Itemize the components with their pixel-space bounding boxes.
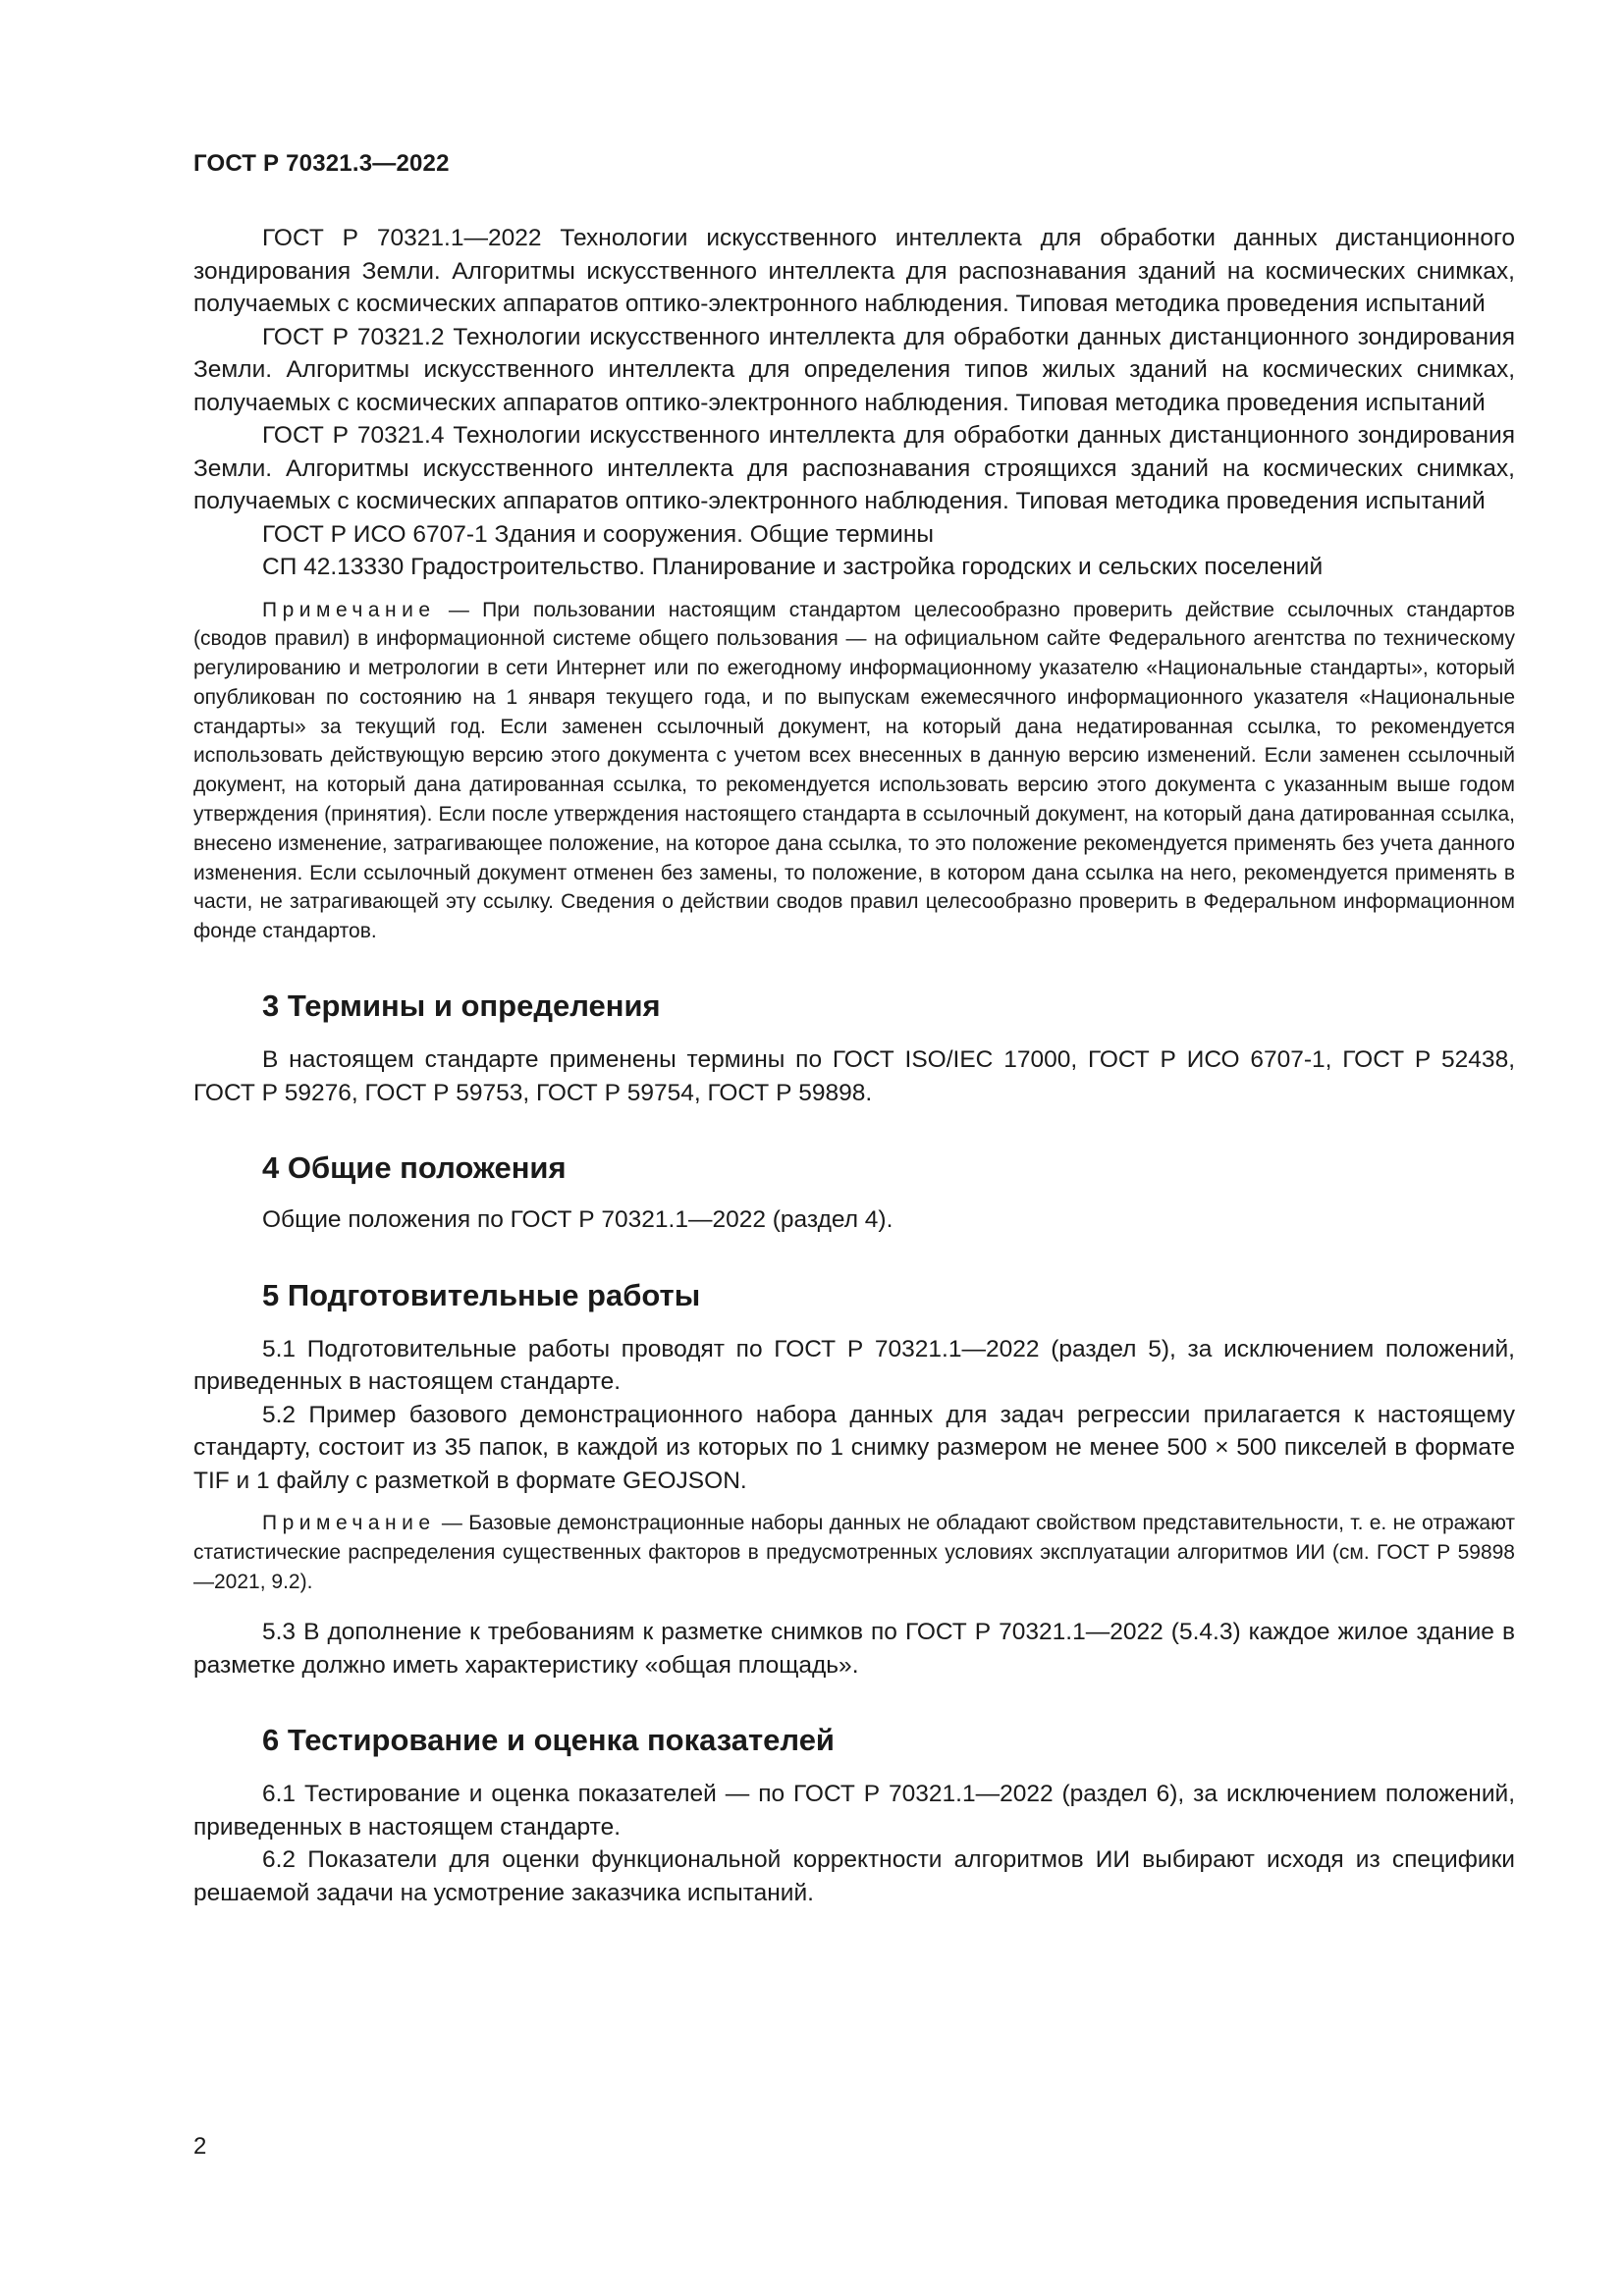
section-5-note [193,1509,1515,1596]
page-number: 2 [193,2133,207,2160]
reference-item: ГОСТ Р 70321.4 Технологии искусственного интеллекта для обработки данных дистанционного зондирования Земли. Алгоритмы искусственного интеллекта для распознавания строящихся зданий на космических снимках, получаемых с космических аппаратов оптико-электронного наблюдения. Типовая методика проведения испытаний [193,422,1515,514]
note-label: Примечание [262,598,436,621]
reference-item: СП 42.13330 Градостроительство. Планирование и застройка городских и сельских поселений [262,554,1324,580]
clause-5-3: 5.3 В дополнение к требованиям к разметке снимков по ГОСТ Р 70321.1—2022 (5.4.3) каждое жилое здание в разметке должно иметь характеристику «общая площадь». [193,1619,1515,1679]
running-header: ГОСТ Р 70321.3—2022 [193,150,450,177]
normative-references-list [193,222,1515,584]
reference-item: ГОСТ Р 70321.2 Технологии искусственного интеллекта для обработки данных дистанционного зондирования Земли. Алгоритмы искусственного интеллекта для определения типов жилых зданий на космических снимках, получаемых с космических аппаратов оптико-электронного наблюдения. Типовая методика проведения испытаний [193,323,1515,416]
note-text: — Базовые демонстрационные наборы данных не обладают свойством представительности, т. е. не отражают статистические распределения существенных факторов в предусмотренных условиях эксплуатации алгоритмов ИИ (см. ГОСТ Р 59898—2021, 9.2). [193,1512,1515,1593]
section-4-title: 4 Общие положения [262,1150,567,1186]
clause-6-1: 6.1 Тестирование и оценка показателей — по ГОСТ Р 70321.1—2022 (раздел 6), за исключением положений, приведенных в настоящем стандарте. [193,1781,1515,1841]
section-4-text: Общие положения по ГОСТ Р 70321.1—2022 (раздел 4). [262,1206,893,1234]
clause-5-2: 5.2 Пример базового демонстрационного набора данных для задач регрессии прилагается к настоящему стандарту, состоит из 35 папок, в каждой из которых по 1 снимку размером не менее 500 × 500 пикселей в формате TIF и 1 файлу с разметкой в формате GEOJSON. [193,1401,1515,1494]
page-content [193,222,1515,1909]
section-5-title: 5 Подготовительные работы [262,1277,701,1312]
note-label: Примечание [262,1512,436,1535]
note-text: — При пользовании настоящим стандартом целесообразно проверить действие ссылочных стандартов (сводов правил) в информационной системе общего пользования — на официальном сайте Федерального агентства по техническому регулированию и метрологии в сети Интернет или по ежегодному информационному указателю «Национальные стандарты», который опубликован по состоянию на 1 января текущего года, и по выпускам ежемесячного информационного указателя «Национальные стандарты» за текущий год. Если заменен ссылочный документ, на который дана недатированная ссылка, то рекомендуется использовать действующую версию этого документа с учетом всех внесенных в данную версию изменений. Если заменен ссылочный документ, на который дана датированная ссылка, то рекомендуется использовать версию этого документа с указанным выше годом утверждения (принятия). Если после утверждения настоящего стандарта в ссылочный документ, на который дана датированная ссылка, внесено изменение, затрагивающее положение, на которое дана ссылка, то это положение рекомендуется применять без учета данного изменения. Если ссылочный документ отменен без замены, то положение, в котором дана ссылка на него, рекомендуется применять в части, не затрагивающей эту ссылку. Сведения о действии сводов правил целесообразно проверить в Федеральном информационном фонде стандартов. [193,598,1515,943]
reference-item: ГОСТ Р ИСО 6707-1 Здания и сооружения. Общие термины [262,520,934,548]
references-note [193,596,1515,947]
section-3-text: В настоящем стандарте применены термины по ГОСТ ISO/IEC 17000, ГОСТ Р ИСО 6707-1, ГОСТ Р 52438, ГОСТ Р 59276, ГОСТ Р 59753, ГОСТ Р 59754, ГОСТ Р 59898. [193,1046,1515,1106]
section-3-title: 3 Термины и определения [262,988,661,1024]
reference-item: ГОСТ Р 70321.1—2022 Технологии искусственного интеллекта для обработки данных дистанционного зондирования Земли. Алгоритмы искусственного интеллекта для распознавания зданий на космических снимках, получаемых с космических аппаратов оптико-электронного наблюдения. Типовая методика проведения испытаний [193,225,1515,317]
clause-5-1: 5.1 Подготовительные работы проводят по ГОСТ Р 70321.1—2022 (раздел 5), за исключением положений, приведенных в настоящем стандарте. [193,1335,1515,1396]
clause-6-2: 6.2 Показатели для оценки функциональной корректности алгоритмов ИИ выбирают исходя из специфики решаемой задачи на усмотрение заказчика испытаний. [193,1846,1515,1906]
section-6-title: 6 Тестирование и оценка показателей [262,1723,835,1758]
